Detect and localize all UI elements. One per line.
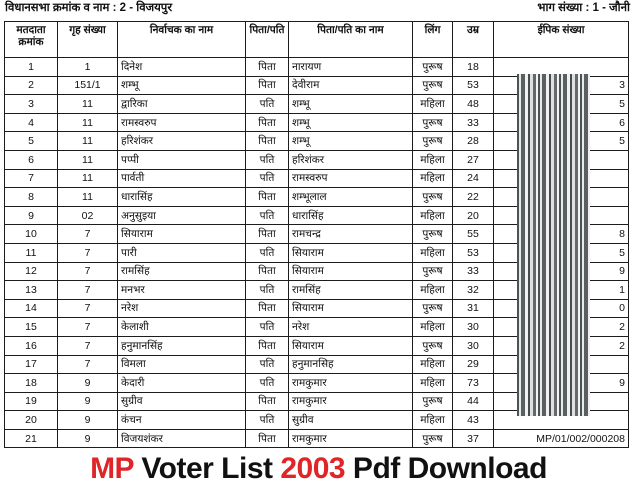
cell-age: 22 — [453, 188, 494, 207]
cell-house-number: 9 — [58, 429, 118, 448]
cell-relation: पति — [246, 169, 289, 188]
cell-house-number: 7 — [58, 281, 118, 300]
cell-gender: पुरूष — [413, 262, 453, 281]
cell-house-number: 9 — [58, 411, 118, 430]
cell-relative-name: शम्भू — [289, 132, 413, 151]
cell-house-number: 9 — [58, 374, 118, 393]
cell-epic-number: 5 — [494, 243, 629, 262]
cell-relation: पिता — [246, 392, 289, 411]
cell-house-number: 11 — [58, 150, 118, 169]
column-header-serial: मतदाता क्रमांक — [5, 22, 58, 58]
cell-elector-name: मनभर — [118, 281, 246, 300]
cell-house-number: 7 — [58, 355, 118, 374]
cell-gender: महिला — [413, 169, 453, 188]
cell-relative-name: नरेश — [289, 318, 413, 337]
cell-house-number: 151/1 — [58, 76, 118, 95]
cell-gender: महिला — [413, 243, 453, 262]
cell-gender: पुरूष — [413, 58, 453, 77]
cell-epic-number: 5 — [494, 95, 629, 114]
cell-gender: पुरूष — [413, 299, 453, 318]
column-header-house: गृह संख्या — [58, 22, 118, 58]
cell-age: 24 — [453, 169, 494, 188]
cell-age: 32 — [453, 281, 494, 300]
cell-age: 28 — [453, 132, 494, 151]
table-row — [5, 429, 629, 448]
cell-serial: 2 — [5, 76, 58, 95]
column-header-elector-name: निर्वाचक का नाम — [118, 22, 246, 58]
cell-epic-number: 5 — [494, 132, 629, 151]
page-header — [5, 2, 630, 16]
cell-relative-name: रामसिंह — [289, 281, 413, 300]
cell-house-number: 11 — [58, 95, 118, 114]
cell-relative-name: सियाराम — [289, 262, 413, 281]
cell-age: 55 — [453, 225, 494, 244]
cell-epic-number: 9 — [494, 262, 629, 281]
cell-serial: 4 — [5, 113, 58, 132]
column-header-epic: ईपिक संख्या — [494, 22, 629, 58]
column-header-gender: लिंग — [413, 22, 453, 58]
cell-epic-number: 0 — [494, 299, 629, 318]
cell-gender: पुरूष — [413, 225, 453, 244]
cell-relation: पिता — [246, 132, 289, 151]
cell-gender: महिला — [413, 206, 453, 225]
cell-house-number: 7 — [58, 262, 118, 281]
cell-elector-name: हनुमानसिंह — [118, 336, 246, 355]
cell-relation: पति — [246, 206, 289, 225]
cell-elector-name: अनुसुइया — [118, 206, 246, 225]
cell-elector-name: केलाशी — [118, 318, 246, 337]
cell-age: 29 — [453, 355, 494, 374]
cell-elector-name: धारासिंह — [118, 188, 246, 207]
cell-serial: 16 — [5, 336, 58, 355]
cell-relation: पति — [246, 150, 289, 169]
cell-house-number: 1 — [58, 58, 118, 77]
barcode-overlay — [517, 74, 590, 416]
cell-gender: महिला — [413, 355, 453, 374]
cell-serial: 12 — [5, 262, 58, 281]
cell-relative-name: देवीराम — [289, 76, 413, 95]
cell-elector-name: सुग्रीव — [118, 392, 246, 411]
cell-age: 44 — [453, 392, 494, 411]
cell-house-number: 7 — [58, 318, 118, 337]
cell-serial: 3 — [5, 95, 58, 114]
cell-relative-name: धारासिंह — [289, 206, 413, 225]
cell-age: 73 — [453, 374, 494, 393]
cell-relative-name: शम्भूलाल — [289, 188, 413, 207]
cell-relation: पति — [246, 318, 289, 337]
caption-segment: Voter List — [133, 452, 281, 485]
caption-title — [0, 452, 637, 485]
cell-relation: पति — [246, 411, 289, 430]
cell-relative-name: रामचन्द्र — [289, 225, 413, 244]
caption-segment: 2003 — [280, 452, 346, 485]
cell-house-number: 11 — [58, 188, 118, 207]
cell-relation: पिता — [246, 58, 289, 77]
cell-gender: पुरूष — [413, 132, 453, 151]
cell-serial: 17 — [5, 355, 58, 374]
cell-gender: पुरूष — [413, 429, 453, 448]
cell-elector-name: दिनेश — [118, 58, 246, 77]
cell-relative-name: शम्भू — [289, 95, 413, 114]
cell-age: 31 — [453, 299, 494, 318]
cell-relative-name: रामकुमार — [289, 392, 413, 411]
cell-relation: पति — [246, 374, 289, 393]
cell-house-number: 7 — [58, 225, 118, 244]
cell-epic-number: MP/01/002/000208 — [494, 429, 629, 448]
cell-house-number: 02 — [58, 206, 118, 225]
cell-age: 18 — [453, 58, 494, 77]
cell-relation: पति — [246, 281, 289, 300]
cell-house-number: 11 — [58, 113, 118, 132]
cell-elector-name: विजयशंकर — [118, 429, 246, 448]
cell-age: 30 — [453, 318, 494, 337]
cell-serial: 5 — [5, 132, 58, 151]
cell-serial: 6 — [5, 150, 58, 169]
cell-epic-number: 1 — [494, 281, 629, 300]
cell-gender: महिला — [413, 95, 453, 114]
cell-gender: महिला — [413, 411, 453, 430]
cell-serial: 19 — [5, 392, 58, 411]
cell-epic-number: 6 — [494, 113, 629, 132]
cell-age: 53 — [453, 243, 494, 262]
column-header-relative-name: पिता/पति का नाम — [289, 22, 413, 58]
cell-house-number: 9 — [58, 392, 118, 411]
cell-relation: पिता — [246, 336, 289, 355]
cell-elector-name: पारी — [118, 243, 246, 262]
part-number-title: भाग संख्या : 1 - जौनी — [537, 2, 630, 14]
cell-gender: पुरूष — [413, 392, 453, 411]
cell-house-number: 7 — [58, 299, 118, 318]
cell-epic-number: 8 — [494, 225, 629, 244]
assembly-title: विधानसभा क्रमांक व नाम : 2 - विजयपुर — [5, 2, 173, 14]
cell-relative-name: सियाराम — [289, 299, 413, 318]
cell-gender: पुरूष — [413, 113, 453, 132]
cell-relation: पिता — [246, 76, 289, 95]
cell-age: 37 — [453, 429, 494, 448]
cell-house-number: 7 — [58, 336, 118, 355]
cell-elector-name: रामस्वरुप — [118, 113, 246, 132]
cell-relative-name: सियाराम — [289, 336, 413, 355]
cell-elector-name: पार्वती — [118, 169, 246, 188]
cell-serial: 11 — [5, 243, 58, 262]
cell-age: 33 — [453, 113, 494, 132]
cell-gender: पुरूष — [413, 336, 453, 355]
cell-serial: 14 — [5, 299, 58, 318]
caption-segment: MP — [90, 452, 134, 485]
cell-gender: महिला — [413, 281, 453, 300]
cell-relation: पिता — [246, 225, 289, 244]
column-header-relation: पिता/पति — [246, 22, 289, 58]
cell-relative-name: सियाराम — [289, 243, 413, 262]
cell-elector-name: नरेश — [118, 299, 246, 318]
cell-serial: 7 — [5, 169, 58, 188]
cell-gender: महिला — [413, 374, 453, 393]
column-header-age: उम्र — [453, 22, 494, 58]
cell-age: 53 — [453, 76, 494, 95]
cell-relative-name: नारायण — [289, 58, 413, 77]
cell-relative-name: शम्भू — [289, 113, 413, 132]
cell-house-number: 11 — [58, 132, 118, 151]
cell-serial: 13 — [5, 281, 58, 300]
cell-epic-number: 2 — [494, 336, 629, 355]
cell-epic-number: 3 — [494, 76, 629, 95]
cell-relative-name: रामकुमार — [289, 374, 413, 393]
cell-relation: पति — [246, 355, 289, 374]
cell-relation: पिता — [246, 188, 289, 207]
cell-elector-name: द्वारिका — [118, 95, 246, 114]
cell-serial: 8 — [5, 188, 58, 207]
cell-relation: पति — [246, 95, 289, 114]
cell-relative-name: सुग्रीव — [289, 411, 413, 430]
cell-relation: पिता — [246, 113, 289, 132]
cell-age: 43 — [453, 411, 494, 430]
cell-house-number: 7 — [58, 243, 118, 262]
cell-gender: पुरूष — [413, 76, 453, 95]
cell-epic-number: 9 — [494, 374, 629, 393]
cell-house-number: 11 — [58, 169, 118, 188]
cell-serial: 18 — [5, 374, 58, 393]
cell-relative-name: हनुमानसिह — [289, 355, 413, 374]
cell-age: 20 — [453, 206, 494, 225]
cell-relation: पिता — [246, 299, 289, 318]
cell-gender: महिला — [413, 150, 453, 169]
cell-age: 30 — [453, 336, 494, 355]
cell-elector-name: हरिशंकर — [118, 132, 246, 151]
cell-elector-name: पप्पी — [118, 150, 246, 169]
cell-relation: पति — [246, 243, 289, 262]
cell-relation: पिता — [246, 429, 289, 448]
cell-age: 33 — [453, 262, 494, 281]
cell-gender: पुरूष — [413, 188, 453, 207]
cell-relative-name: रामकुमार — [289, 429, 413, 448]
cell-serial: 20 — [5, 411, 58, 430]
cell-serial: 15 — [5, 318, 58, 337]
cell-serial: 1 — [5, 58, 58, 77]
cell-epic-number: 2 — [494, 318, 629, 337]
cell-elector-name: सियाराम — [118, 225, 246, 244]
cell-serial: 21 — [5, 429, 58, 448]
cell-relation: पिता — [246, 262, 289, 281]
cell-relative-name: रामस्वरुप — [289, 169, 413, 188]
cell-elector-name: शम्भू — [118, 76, 246, 95]
cell-relative-name: हरिशंकर — [289, 150, 413, 169]
cell-serial: 10 — [5, 225, 58, 244]
cell-age: 48 — [453, 95, 494, 114]
cell-elector-name: विमला — [118, 355, 246, 374]
table-header-row — [5, 22, 629, 58]
cell-elector-name: रामसिंह — [118, 262, 246, 281]
cell-age: 27 — [453, 150, 494, 169]
cell-elector-name: कंचन — [118, 411, 246, 430]
cell-gender: महिला — [413, 318, 453, 337]
cell-serial: 9 — [5, 206, 58, 225]
caption-segment: Pdf Download — [345, 452, 547, 485]
cell-elector-name: केदारी — [118, 374, 246, 393]
